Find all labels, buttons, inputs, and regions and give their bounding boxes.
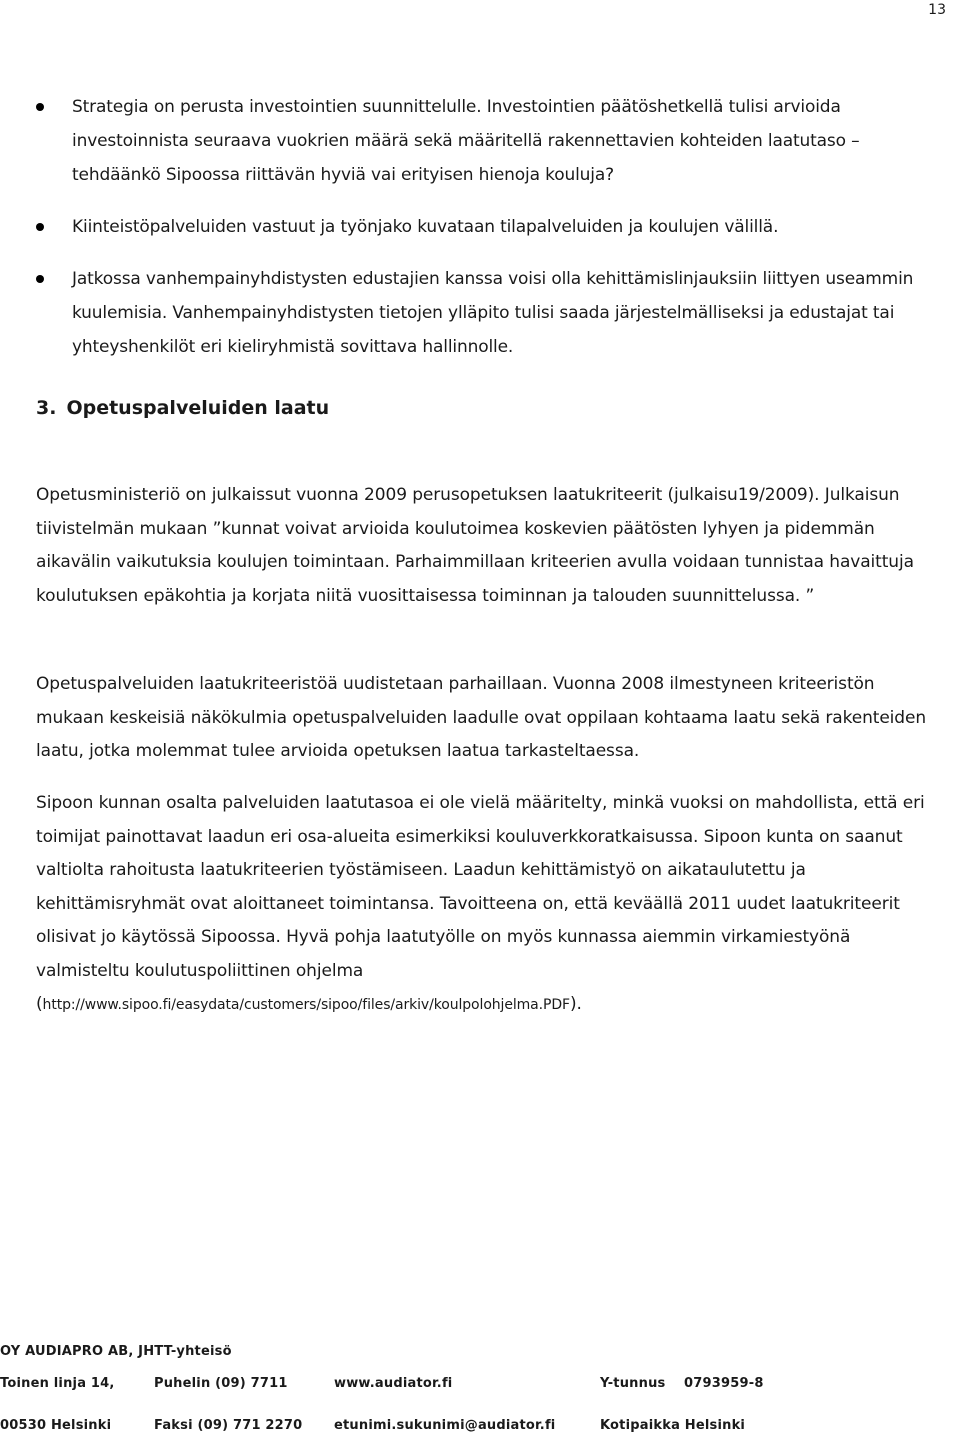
- section-number: 3.: [36, 397, 57, 419]
- bullet-icon: [36, 223, 44, 231]
- program-url-link[interactable]: http://www.sipoo.fi/easydata/customers/sipoo/files/arkiv/koulpolohjelma.PDF: [42, 997, 570, 1013]
- footer-business-id-label: Y-tunnus: [600, 1376, 666, 1391]
- footer-fax: Faksi (09) 771 2270: [154, 1418, 303, 1433]
- bullet-item: [36, 262, 936, 364]
- bullet-text: Strategia on perusta investointien suunnittelulle. Investointien päätöshetkellä tulisi arvioida investoinnista seuraava vuokrien määrä sekä määritellä rakennettavien kohteiden laatutaso – tehdäänkö Sipoossa riittävän hyviä vai erityisen hienoja kouluja?: [72, 97, 860, 185]
- bullet-text: Jatkossa vanhempainyhdistysten edustajien kanssa voisi olla kehittämislinjauksiin liittyen useammin kuulemisia. Vanhempainyhdistysten tietojen ylläpito tulisi saada järjestelmälliseksi ja edustajat tai yhteyshenkilöt eri kieliryhmistä sovittava hallinnolle.: [72, 269, 914, 357]
- paragraph-criteria-renewal: Opetuspalveluiden laatukriteeristöä uudistetaan parhaillaan. Vuonna 2008 ilmestyneen kriteeristön mukaan keskeisiä näkökulmia opetuspalveluiden laadulle ovat oppilaan kohtaama laatu sekä rakenteiden laatu, jotka molemmat tulee arvioida opetuksen laatua tarkasteltaessa.: [36, 674, 927, 761]
- section-heading: [36, 392, 329, 424]
- footer-business-id: 0793959-8: [684, 1376, 764, 1391]
- footer-row-address: [0, 1376, 960, 1396]
- bullet-list: [36, 90, 936, 382]
- footer-domicile: Kotipaikka Helsinki: [600, 1418, 746, 1433]
- footer-street: Toinen linja 14,: [0, 1376, 115, 1391]
- page-number: 13: [928, 2, 946, 18]
- footer-email: etunimi.sukunimi@audiator.fi: [334, 1418, 556, 1433]
- paragraph-quality-criteria: Opetusministeriö on julkaissut vuonna 2009 perusopetuksen laatukriteerit (julkaisu19/2009). Julkaisun tiivistelmän mukaan ”kunnat voivat arvioida koulutoimea koskevien päätösten lyhyen ja pidemmän aikavälin vaikutuksia koulujen toimintaan. Parhaimmillaan kriteerien avulla voidaan tunnistaa havaittuja koulutuksen epäkohtia ja korjata niitä vuosittaisessa toiminnan ja talouden suunnittelussa. ”: [36, 485, 914, 606]
- bullet-icon: [36, 275, 44, 283]
- paragraph-text: Sipoon kunnan osalta palveluiden laatutasoa ei ole vielä määritelty, minkä vuoksi on mahdollista, että eri toimijat painottavat laadun eri osa-alueita esimerkiksi kouluverkkoratkaisussa. Sipoon kunta on saanut valtiolta rahoitusta laatukriteerien työstämiseen. Laadun kehittämistyö on aikataulutettu ja kehittämisryhmät ovat aloittaneet toimintansa. Tavoitteena on, että keväällä 2011 uudet laatukriteerit olisivat jo käytössä Sipoossa. Hyvä pohja laatutyölle on myös kunnassa aiemmin virkamiestyönä valmisteltu koulutuspoliittinen ohjelma: [36, 793, 925, 981]
- footer-phone: Puhelin (09) 7711: [154, 1376, 288, 1391]
- section-title: Opetuspalveluiden laatu: [66, 397, 330, 419]
- footer-company: OY AUDIAPRO AB, JHTT-yhteisö: [0, 1344, 232, 1359]
- bullet-item: [36, 210, 936, 244]
- bullet-icon: [36, 103, 44, 111]
- footer-postcode: 00530 Helsinki: [0, 1418, 112, 1433]
- bullet-text: Kiinteistöpalveluiden vastuut ja työnjako kuvataan tilapalveluiden ja koulujen välillä.: [72, 217, 779, 237]
- url-open-paren: (: [36, 994, 43, 1014]
- footer-row-contact: [0, 1418, 960, 1438]
- paragraph-sipoo-quality: [36, 787, 946, 1023]
- bullet-item: [36, 90, 936, 192]
- footer-website: www.audiator.fi: [334, 1376, 453, 1391]
- url-close-paren: ).: [570, 994, 582, 1014]
